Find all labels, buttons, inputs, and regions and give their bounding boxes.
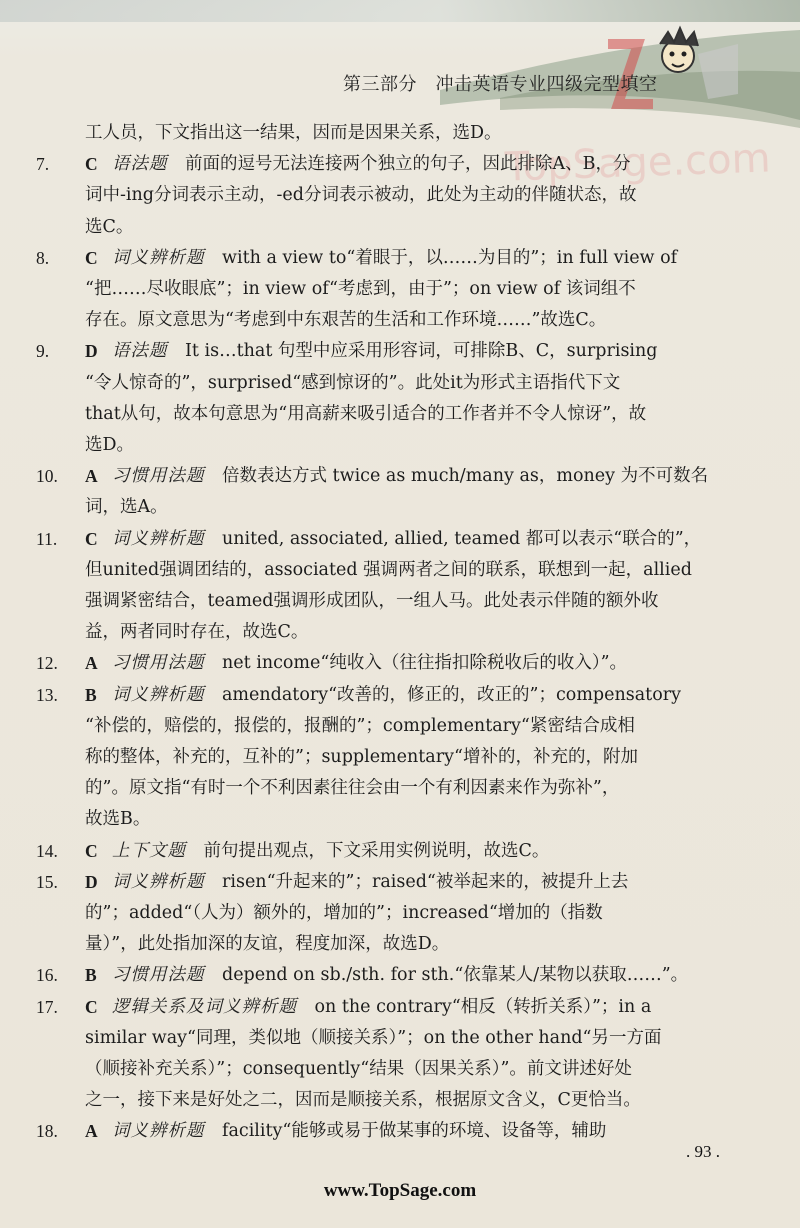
explanation-text: 的”。原文指“有时一个不利因素往往会由一个有利因素来作为弥补”，: [85, 778, 620, 799]
explanation-line: [85, 898, 603, 929]
explanation-text: 故选B。: [85, 809, 151, 830]
watermark-text: TopSage.com: [504, 135, 772, 191]
question-category: 习惯用法题: [112, 466, 205, 487]
footer-url: www.TopSage.com: [323, 1180, 477, 1201]
explanation-line: [85, 368, 620, 399]
explanation-line: [85, 929, 449, 960]
question-category: 词义辨析题: [112, 528, 205, 549]
explanation-text: 倍数表达方式 twice as much/many as，money 为不可数名: [222, 466, 709, 487]
explanation-text: 工人员，下文指出这一结果，因而是因果关系，选D。: [85, 123, 502, 143]
explanation-line: [85, 274, 636, 305]
explanation-line: [85, 586, 658, 617]
answer-letter: A: [85, 653, 98, 674]
question-number: 10.: [36, 466, 58, 487]
explanation-line: [85, 773, 619, 804]
explanation-line: [112, 960, 688, 991]
explanation-line: [85, 1023, 662, 1054]
explanation-line: [112, 867, 628, 898]
answer-letter: C: [85, 996, 98, 1017]
explanation-line: [85, 555, 692, 586]
explanation-line: [85, 399, 646, 430]
explanation-text: 选D。: [85, 435, 135, 455]
explanation-line: [112, 648, 627, 679]
question-number: 13.: [36, 684, 58, 705]
explanation-line: [112, 1116, 606, 1147]
question-category: 词义辨析题: [112, 247, 205, 268]
explanation-text: united, associated, allied, teamed 都可以表示“联合的”，: [222, 528, 702, 549]
answer-letter: D: [85, 341, 98, 362]
explanation-line: [112, 149, 631, 180]
explanation-text: （顺接补充关系）”；consequently“结果（因果关系）”。前文讲述好处: [85, 1059, 632, 1079]
question-number: 8.: [36, 247, 50, 268]
question-category: 语法题: [112, 154, 168, 175]
explanation-line: [112, 524, 701, 555]
explanation-text: amendatory“改善的，修正的，改正的”；compensatory: [222, 684, 681, 705]
explanation-text: 之一，接下来是好处之二，因而是顺接关系，根据原文含义，C更恰当。: [85, 1090, 641, 1111]
question-number: 15.: [36, 871, 58, 892]
question-category: 词义辨析题: [112, 684, 205, 705]
explanation-text: “令人惊奇的”，surprised“感到惊讶的”。此处it为形式主语指代下文: [85, 372, 621, 393]
explanation-text: facility“能够或易于做某事的环境、设备等，辅助: [222, 1121, 607, 1142]
page-header-title: 第三部分 冲击英语专业四级完型填空: [343, 74, 658, 95]
answer-letter: C: [85, 247, 98, 268]
explanation-line: [85, 305, 606, 336]
question-number: 16.: [36, 965, 58, 986]
question-category: 上下文题: [112, 840, 186, 861]
answer-letter: A: [85, 466, 98, 487]
explanation-text: depend on sb./sth. for sth.“依靠某人/某物以获取……”。: [222, 965, 689, 986]
explanation-text: “把……尽收眼底”；in view of“考虑到，由于”；on view of 该词组不: [85, 279, 636, 299]
explanation-text: 益，两者同时存在，故选C。: [85, 622, 309, 643]
answer-letter: B: [85, 965, 97, 986]
explanation-line: [112, 461, 708, 492]
explanation-text: 前面的逗号无法连接两个独立的句子，因此排除A、B，分: [185, 154, 631, 175]
answer-letter: C: [85, 840, 98, 861]
explanation-line: [112, 336, 658, 367]
question-category: 习惯用法题: [112, 965, 205, 986]
explanation-line: [85, 430, 134, 461]
question-category: 逻辑关系及词义辨析题: [112, 996, 297, 1017]
answer-letter: A: [85, 1121, 98, 1142]
question-category: 词义辨析题: [112, 871, 205, 892]
topsage-logo-icon: [598, 14, 743, 124]
explanation-line: [85, 617, 308, 648]
explanation-line: [85, 1085, 641, 1116]
question-number: 9.: [36, 341, 50, 362]
question-number: 11.: [36, 528, 58, 549]
explanation-text: on the contrary“相反（转折关系）”；in a: [314, 996, 652, 1017]
explanation-line: [85, 1054, 632, 1085]
explanation-text: 强调紧密结合，teamed强调形成团队，一组人马。此处表示伴随的额外收: [85, 591, 659, 611]
explanation-line: [85, 492, 168, 523]
answer-letter: D: [85, 871, 98, 892]
answer-letter: C: [85, 154, 98, 175]
explanation-line: [85, 711, 635, 742]
explanation-line: [112, 992, 651, 1023]
explanation-text: 的”；added“（人为）额外的，增加的”；increased“增加的（指数: [85, 903, 603, 923]
question-number: 18.: [36, 1121, 58, 1142]
explanation-text: risen“升起来的”；raised“被举起来的，被提升上去: [222, 871, 629, 892]
explanation-text: that从句，故本句意思为“用高薪来吸引适合的工作者并不令人惊讶”，故: [85, 403, 647, 424]
explanation-line: [112, 836, 549, 867]
explanation-text: 存在。原文意思为“考虑到中东艰苦的生活和工作环境……”故选C。: [85, 310, 607, 331]
explanation-text: with a view to“着眼于，以……为目的”；in full view of: [222, 247, 678, 268]
page-number: . 93 .: [686, 1142, 720, 1161]
question-category: 语法题: [112, 341, 168, 362]
question-number: 14.: [36, 840, 58, 861]
explanation-text: 称的整体，补充的，互补的”；supplementary“增补的，补充的，附加: [85, 747, 638, 767]
explanation-text: 词，选A。: [85, 497, 168, 518]
question-category: 习惯用法题: [112, 653, 205, 674]
explanation-text: similar way“同理，类似地（顺接关系）”；on the other hand“另一方面: [85, 1027, 662, 1048]
answer-letter: C: [85, 528, 98, 549]
explanation-line: [85, 212, 133, 243]
question-category: 词义辨析题: [112, 1121, 205, 1142]
explanation-line: [112, 243, 677, 274]
explanation-line: [112, 680, 681, 711]
explanation-text: 但united强调团结的，associated 强调两者之间的联系，联想到一起，allied: [85, 559, 692, 580]
question-number: 12.: [36, 653, 58, 674]
explanation-text: It is…that 句型中应采用形容词，可排除B、C，surprising: [185, 341, 658, 362]
explanation-text: 前句提出观点，下文采用实例说明，故选C。: [203, 840, 550, 861]
explanation-text: “补偿的，赔偿的，报偿的，报酬的”；complementary“紧密结合成相: [85, 715, 635, 736]
explanation-line: [85, 180, 636, 211]
question-number: 17.: [36, 996, 58, 1017]
explanation-text: 词中-ing分词表示主动，-ed分词表示被动，此处为主动的伴随状态，故: [85, 185, 637, 206]
explanation-text: net income“纯收入（往往指扣除税收后的收入）”。: [222, 653, 628, 674]
explanation-text: 量）”，此处指加深的友谊，程度加深，故选D。: [85, 934, 450, 955]
explanation-line: [85, 118, 502, 149]
answer-letter: B: [85, 684, 97, 705]
explanation-line: [85, 742, 638, 773]
explanation-line: [85, 804, 150, 835]
explanation-text: 选C。: [85, 216, 134, 237]
question-number: 7.: [36, 154, 50, 175]
